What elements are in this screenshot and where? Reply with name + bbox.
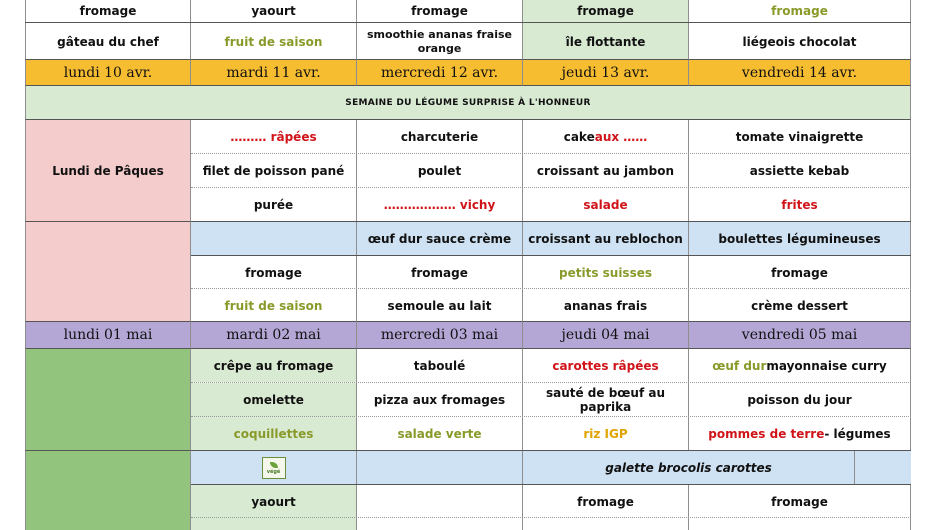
menu-cell: ……………… vichy: [357, 188, 523, 222]
menu-cell: smoothie ananas fraise orange: [357, 23, 523, 60]
week0-cheese-row: [25, 0, 911, 22]
menu-cell: [357, 518, 523, 530]
day-label: jeudi 04 mai: [523, 321, 689, 349]
menu-cell: fromage: [689, 485, 911, 518]
vegetarian-logo: [262, 457, 286, 479]
week2-dessert-row-partial: [191, 517, 911, 530]
menu-cell: [191, 518, 357, 530]
menu-cell: purée: [191, 188, 357, 222]
menu-cell: [191, 451, 357, 485]
menu-cell: gâteau du chef: [25, 23, 191, 60]
week2-day-header: [25, 321, 911, 349]
holiday-cell-green: [25, 349, 191, 450]
week2-starter-row: [191, 349, 911, 382]
week1-cheese-row: [191, 255, 911, 289]
menu-cell: omelette: [191, 383, 357, 417]
menu-cell: fromage: [523, 0, 689, 22]
week-theme-banner: SEMAINE DU LÉGUME SURPRISE À L'HONNEUR: [25, 86, 911, 120]
menu-cell: carottes râpées: [523, 349, 689, 382]
menu-cell: [357, 485, 523, 518]
menu-cell: poulet: [357, 154, 523, 188]
week1-day-header: [25, 59, 911, 86]
week1-dessert-row: [191, 288, 911, 322]
menu-cell: œuf dur sauce crème: [357, 222, 523, 256]
menu-cell: crème dessert: [689, 289, 911, 322]
day-label: vendredi 05 mai: [689, 321, 911, 349]
menu-cell: boulettes légumineuses: [689, 222, 911, 256]
menu-cell: [523, 120, 689, 153]
menu-cell: [523, 518, 689, 530]
menu-cell: assiette kebab: [689, 154, 911, 188]
menu-cell: semoule au lait: [357, 289, 523, 322]
holiday-label: Lundi de Pâques: [52, 163, 164, 178]
menu-cell: fromage: [523, 485, 689, 518]
week1-alt-row: [191, 221, 911, 256]
week2-alt-row: [191, 450, 911, 485]
menu-cell: yaourt: [191, 485, 357, 518]
logo-text: végé: [266, 468, 281, 475]
holiday-cell: [25, 120, 191, 221]
menu-cell: fruit de saison: [191, 289, 357, 322]
menu-cell: fromage: [357, 256, 523, 289]
menu-cell: liégeois chocolat: [689, 23, 911, 60]
menu-cell: fromage: [191, 256, 357, 289]
day-label: mardi 02 mai: [191, 321, 357, 349]
menu-cell: [689, 417, 911, 451]
menu-cell: croissant au jambon: [523, 154, 689, 188]
menu-cell: fromage: [689, 0, 911, 22]
menu-cell: fromage: [689, 256, 911, 289]
menu-text-accent: œuf dur: [712, 358, 767, 373]
menu-cell: sauté de bœuf au paprika: [523, 383, 689, 417]
menu-cell: ……… râpées: [191, 120, 357, 153]
menu-cell: riz IGP: [523, 417, 689, 451]
menu-cell: ananas frais: [523, 289, 689, 322]
menu-text: mayonnaise curry: [766, 358, 887, 373]
menu-cell: coquillettes: [191, 417, 357, 451]
menu-cell: poisson du jour: [689, 383, 911, 417]
day-label: lundi 10 avr.: [25, 59, 191, 86]
menu-cell: fromage: [357, 0, 523, 22]
day-label: vendredi 14 avr.: [689, 59, 911, 86]
holiday-cell-green-lower: [25, 450, 191, 530]
week0-dessert-row: [25, 22, 911, 60]
menu-text: - légumes: [824, 427, 891, 441]
menu-cell: salade: [523, 188, 689, 222]
menu-cell: croissant au reblochon: [523, 222, 689, 256]
menu-cell: tomate vinaigrette: [689, 120, 911, 153]
week2-cheese-row: [191, 484, 911, 518]
menu-cell: [357, 451, 523, 485]
holiday-cell-lower: [25, 221, 191, 321]
menu-cell: [689, 518, 911, 530]
menu-cell: petits suisses: [523, 256, 689, 289]
week2-side-row: [191, 416, 911, 451]
menu-cell: taboulé: [357, 349, 523, 382]
week1-main-row: [191, 153, 911, 188]
menu-cell: galette brocolis carottes: [523, 451, 855, 485]
day-label: mercredi 12 avr.: [357, 59, 523, 86]
menu-text: cake: [563, 129, 595, 144]
menu-cell: fromage: [25, 0, 191, 22]
menu-cell: [689, 349, 911, 382]
menu-text-accent: aux ……: [594, 129, 648, 144]
leaf-icon: [270, 462, 278, 468]
day-label: mardi 11 avr.: [191, 59, 357, 86]
menu-cell: filet de poisson pané: [191, 154, 357, 188]
menu-text-accent: pommes de terre: [708, 427, 825, 441]
week1-starter-row: [191, 120, 911, 153]
menu-cell: frites: [689, 188, 911, 222]
menu-cell: pizza aux fromages: [357, 383, 523, 417]
menu-cell: yaourt: [191, 0, 357, 22]
day-label: mercredi 03 mai: [357, 321, 523, 349]
menu-cell: fruit de saison: [191, 23, 357, 60]
week2-main-row: [191, 382, 911, 417]
menu-cell: salade verte: [357, 417, 523, 451]
week1-side-row: [191, 187, 911, 222]
menu-cell: île flottante: [523, 23, 689, 60]
menu-cell: crêpe au fromage: [191, 349, 357, 382]
menu-cell: charcuterie: [357, 120, 523, 153]
menu-cell: [191, 222, 357, 256]
day-label: lundi 01 mai: [25, 321, 191, 349]
day-label: jeudi 13 avr.: [523, 59, 689, 86]
